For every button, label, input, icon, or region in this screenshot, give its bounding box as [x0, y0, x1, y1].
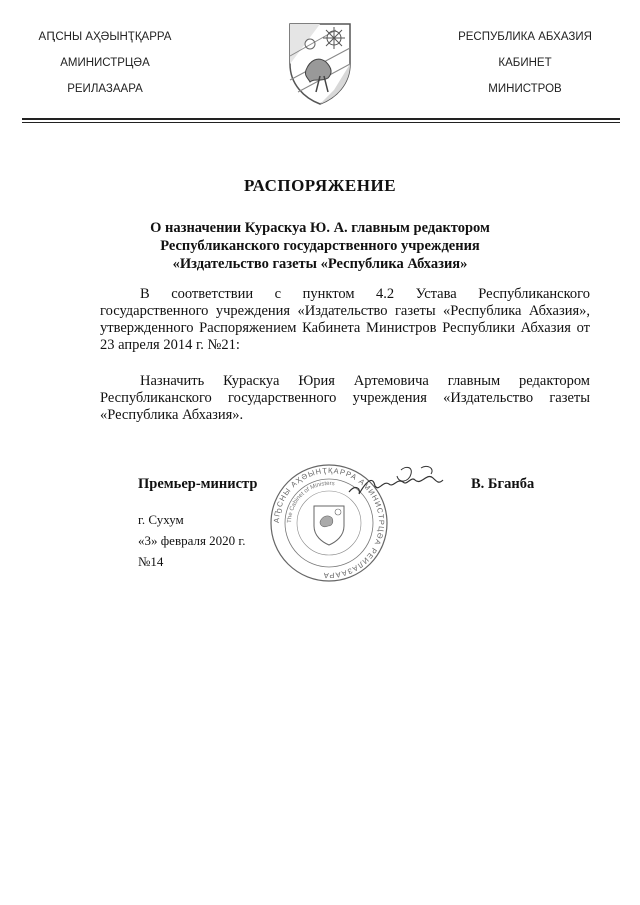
header-left-line-3: РЕИЛАЗААРА [67, 83, 143, 95]
signer-name: В. Бганба [471, 476, 535, 492]
seal-outer-text: АҦСНЫ АҲӘЫНҬҚАРРА АМИНИСТРЦӘА РЕИЛАЗААРА [271, 465, 387, 581]
header-left-line-1: АԤСНЫ АҲӘЫНҬҚАРРА [38, 31, 172, 43]
header-left-line-2: АМИНИСТРЦӘА [60, 57, 150, 69]
body-paragraph-basis: В соответствии с пунктом 4.2 Устава Республиканского государственного учреждения «Издательство газеты «Республика Абхазия», утвержденного Распоряжением Кабинета Министров Республики Абхазия от 23 апреля 2014 г. №21: [100, 286, 590, 353]
header-right [440, 30, 610, 108]
header-right-line-2: КАБИНЕТ [498, 57, 552, 69]
handwritten-signature [345, 462, 445, 502]
document-city: г. Сухум [138, 512, 184, 527]
signer-position: Премьер-министр [138, 476, 258, 492]
header-rule-thin [22, 122, 620, 123]
document-subject [100, 219, 540, 273]
header-rule-thick [22, 118, 620, 120]
seal-inner-text: The Cabinet of Ministers [286, 480, 335, 524]
coat-of-arms-emblem [284, 20, 356, 106]
document-type-title: РАСПОРЯЖЕНИЕ [243, 176, 397, 195]
header-right-line-3: МИНИСТРОВ [488, 83, 562, 95]
subject-line-2: Республиканского государственного учреждения [160, 238, 480, 254]
body-paragraph-order: Назначить Кураскуа Юрия Артемовича главным редактором Республиканского государственного учреждения «Издательство газеты «Республика Абхазия». [100, 373, 590, 423]
document-date: «3» февраля 2020 г. [138, 533, 246, 548]
seal-emblem [314, 506, 344, 545]
header-left [30, 30, 180, 108]
document-number: №14 [138, 554, 164, 569]
subject-line-1: О назначении Кураскуа Ю. А. главным редактором [150, 220, 490, 236]
header-right-line-1: РЕСПУБЛИКА АБХАЗИЯ [458, 31, 592, 43]
subject-line-3: «Издательство газеты «Республика Абхазия» [172, 256, 468, 272]
